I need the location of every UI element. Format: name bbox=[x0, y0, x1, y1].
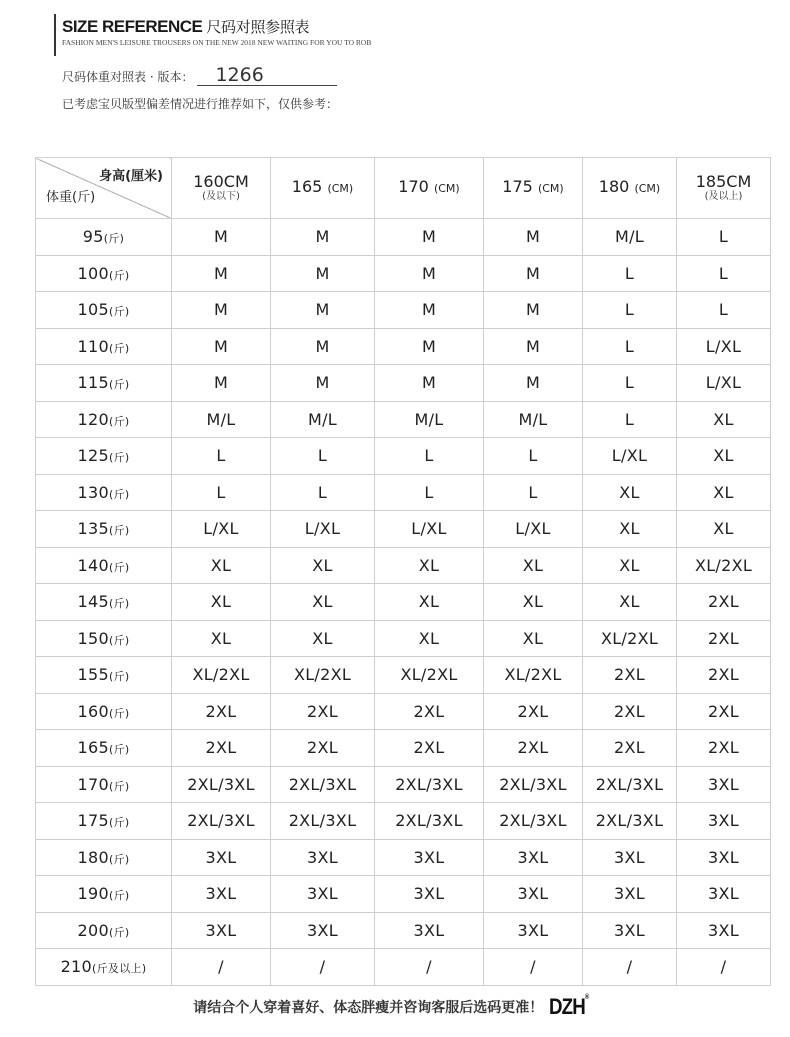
table-row bbox=[36, 839, 771, 876]
weight-value: 105 bbox=[77, 300, 109, 320]
size-cell: 2XL bbox=[677, 657, 771, 694]
weight-value: 210 bbox=[60, 957, 93, 977]
weight-unit: (斤) bbox=[108, 670, 130, 684]
size-cell: 3XL bbox=[375, 912, 484, 949]
size-cell: XL bbox=[677, 474, 771, 511]
size-cell: 2XL/3XL bbox=[271, 766, 375, 803]
weight-value: 100 bbox=[77, 263, 109, 283]
title-chinese: 尺码对照参照表 bbox=[206, 18, 310, 36]
size-cell: / bbox=[375, 949, 484, 986]
size-cell: L bbox=[583, 365, 677, 402]
size-cell: 2XL bbox=[484, 693, 583, 730]
weight-cell bbox=[36, 620, 172, 657]
weight-unit: (斤) bbox=[108, 268, 130, 282]
table-row bbox=[36, 803, 771, 840]
height-column-header bbox=[271, 158, 375, 219]
weight-cell bbox=[36, 584, 172, 621]
size-cell: XL/2XL bbox=[677, 547, 771, 584]
weight-unit: (斤) bbox=[108, 487, 130, 501]
height-value: 175 bbox=[502, 177, 533, 196]
size-cell: M bbox=[172, 255, 271, 292]
footer-advice: 请结合个人穿着喜好、体态胖瘦并咨询客服后选码更准！ bbox=[193, 1000, 544, 1016]
page-title bbox=[62, 16, 309, 37]
weight-cell bbox=[36, 657, 172, 694]
size-cell: 3XL bbox=[271, 839, 375, 876]
height-value: 185CM bbox=[695, 172, 752, 191]
weight-cell bbox=[36, 730, 172, 767]
weight-value: 165 bbox=[77, 738, 109, 758]
size-cell: M bbox=[271, 328, 375, 365]
table-row bbox=[36, 949, 771, 986]
height-range-note: (及以上) bbox=[704, 191, 743, 202]
size-cell: 2XL/3XL bbox=[583, 766, 677, 803]
weight-unit: (斤) bbox=[108, 560, 130, 574]
table-row bbox=[36, 401, 771, 438]
size-cell: M bbox=[484, 365, 583, 402]
size-cell: M/L bbox=[271, 401, 375, 438]
weight-value: 95 bbox=[82, 227, 104, 247]
table-row bbox=[36, 511, 771, 548]
size-cell: XL bbox=[677, 511, 771, 548]
size-cell: XL/2XL bbox=[583, 620, 677, 657]
table-row bbox=[36, 912, 771, 949]
size-cell: L bbox=[583, 255, 677, 292]
size-cell: L bbox=[375, 438, 484, 475]
size-cell: XL bbox=[271, 584, 375, 621]
height-unit: (CM) bbox=[537, 182, 564, 195]
weight-unit: (斤) bbox=[108, 451, 130, 465]
weight-value: 180 bbox=[77, 847, 109, 867]
weight-value: 130 bbox=[77, 482, 109, 502]
size-cell: M bbox=[484, 255, 583, 292]
table-row bbox=[36, 584, 771, 621]
size-cell: L bbox=[375, 474, 484, 511]
weight-unit: (斤) bbox=[108, 816, 130, 830]
height-column-header bbox=[677, 158, 771, 219]
height-value: 165 bbox=[291, 177, 323, 196]
size-cell: M bbox=[375, 219, 484, 256]
height-unit: (CM) bbox=[433, 182, 460, 195]
size-cell: 2XL bbox=[583, 730, 677, 767]
size-cell: 3XL bbox=[583, 876, 677, 913]
weight-value: 135 bbox=[77, 519, 109, 539]
size-cell: M bbox=[271, 255, 375, 292]
size-cell: 2XL/3XL bbox=[484, 803, 583, 840]
height-unit: (CM) bbox=[327, 182, 354, 195]
corner-header-cell bbox=[36, 158, 172, 219]
weight-unit: (斤) bbox=[108, 925, 130, 939]
size-cell: 3XL bbox=[677, 839, 771, 876]
size-cell: L/XL bbox=[271, 511, 375, 548]
size-cell: XL bbox=[583, 547, 677, 584]
registered-mark: ® bbox=[585, 994, 590, 1001]
size-cell: XL bbox=[375, 584, 484, 621]
size-cell: L bbox=[172, 438, 271, 475]
size-cell: 3XL bbox=[375, 839, 484, 876]
weight-unit: (斤) bbox=[108, 341, 130, 355]
size-cell: 2XL bbox=[677, 620, 771, 657]
size-cell: 2XL bbox=[375, 693, 484, 730]
title-english: SIZE REFERENCE bbox=[62, 17, 203, 36]
table-header-row bbox=[36, 158, 771, 219]
height-unit: (CM) bbox=[634, 182, 661, 195]
size-cell: XL bbox=[583, 511, 677, 548]
table-row bbox=[36, 620, 771, 657]
size-cell: 3XL bbox=[271, 876, 375, 913]
weight-unit: (斤) bbox=[108, 378, 130, 392]
weight-value: 190 bbox=[77, 884, 109, 904]
weight-unit: (斤) bbox=[108, 852, 130, 866]
weight-unit: (斤) bbox=[108, 414, 130, 428]
height-value: 170 bbox=[398, 177, 429, 196]
weight-cell bbox=[36, 401, 172, 438]
size-cell: L bbox=[271, 438, 375, 475]
table-row bbox=[36, 255, 771, 292]
weight-cell bbox=[36, 365, 172, 402]
weight-cell bbox=[36, 255, 172, 292]
height-value: 160CM bbox=[193, 172, 249, 191]
height-value: 180 bbox=[598, 177, 630, 196]
table-row bbox=[36, 693, 771, 730]
height-column-header bbox=[172, 158, 271, 219]
weight-value: 125 bbox=[77, 446, 109, 466]
size-cell: M bbox=[484, 328, 583, 365]
size-cell: 3XL bbox=[677, 912, 771, 949]
size-cell: XL bbox=[375, 620, 484, 657]
table-row bbox=[36, 219, 771, 256]
size-cell: M bbox=[484, 219, 583, 256]
size-cell: 2XL/3XL bbox=[375, 803, 484, 840]
size-cell: M bbox=[375, 328, 484, 365]
size-cell: M bbox=[484, 292, 583, 329]
size-cell: M bbox=[375, 292, 484, 329]
size-cell: 2XL bbox=[677, 693, 771, 730]
size-cell: L bbox=[484, 474, 583, 511]
size-cell: 3XL bbox=[583, 839, 677, 876]
weight-unit: (斤) bbox=[108, 305, 130, 319]
page-subtitle: FASHION MEN'S LEISURE TROUSERS ON THE NEW 2018 NEW WAITING FOR YOU TO ROB bbox=[62, 38, 372, 47]
size-cell: XL bbox=[677, 401, 771, 438]
size-cell: L bbox=[583, 328, 677, 365]
size-cell: L bbox=[583, 401, 677, 438]
size-cell: / bbox=[271, 949, 375, 986]
size-cell: L bbox=[583, 292, 677, 329]
size-cell: M/L bbox=[484, 401, 583, 438]
size-cell: 3XL bbox=[375, 876, 484, 913]
size-cell: L bbox=[271, 474, 375, 511]
version-label: 尺码体重对照表 · 版本： bbox=[62, 70, 194, 84]
size-cell: M/L bbox=[172, 401, 271, 438]
weight-cell bbox=[36, 949, 172, 986]
weight-unit: (斤) bbox=[108, 889, 130, 903]
table-row bbox=[36, 474, 771, 511]
size-cell: 2XL bbox=[677, 730, 771, 767]
size-cell: / bbox=[484, 949, 583, 986]
size-cell: XL bbox=[172, 584, 271, 621]
size-cell: 3XL bbox=[172, 912, 271, 949]
size-cell: M bbox=[271, 365, 375, 402]
weight-value: 200 bbox=[77, 920, 109, 940]
brand-logo-text: DZH bbox=[549, 994, 586, 1019]
recommendation-note: 已考虑宝贝版型偏差情况进行推荐如下，仅供参考： bbox=[62, 97, 339, 111]
size-cell: 2XL/3XL bbox=[172, 803, 271, 840]
size-cell: 2XL/3XL bbox=[172, 766, 271, 803]
size-cell: 2XL bbox=[484, 730, 583, 767]
weight-cell bbox=[36, 292, 172, 329]
size-cell: / bbox=[172, 949, 271, 986]
weight-axis-label: 体重(斤) bbox=[46, 190, 96, 205]
weight-cell bbox=[36, 219, 172, 256]
weight-unit: (斤) bbox=[103, 232, 125, 246]
size-cell: L/XL bbox=[172, 511, 271, 548]
size-cell: XL bbox=[172, 547, 271, 584]
size-cell: L bbox=[677, 292, 771, 329]
header-accent-bar bbox=[54, 14, 56, 56]
weight-cell bbox=[36, 328, 172, 365]
size-cell: XL/2XL bbox=[484, 657, 583, 694]
size-cell: M bbox=[271, 219, 375, 256]
weight-cell bbox=[36, 803, 172, 840]
weight-value: 155 bbox=[77, 665, 109, 685]
version-value: 1266 bbox=[197, 66, 337, 86]
weight-cell bbox=[36, 693, 172, 730]
size-cell: 2XL bbox=[583, 657, 677, 694]
table-row bbox=[36, 730, 771, 767]
size-cell: XL bbox=[484, 584, 583, 621]
weight-cell bbox=[36, 547, 172, 584]
size-cell: 2XL bbox=[375, 730, 484, 767]
weight-unit: (斤) bbox=[108, 597, 130, 611]
weight-unit: (斤) bbox=[108, 633, 130, 647]
size-cell: 2XL/3XL bbox=[271, 803, 375, 840]
size-cell: XL bbox=[172, 620, 271, 657]
size-cell: M bbox=[375, 255, 484, 292]
size-cell: M/L bbox=[583, 219, 677, 256]
table-body bbox=[36, 219, 771, 986]
weight-value: 115 bbox=[77, 373, 109, 393]
height-column-header bbox=[484, 158, 583, 219]
size-cell: XL/2XL bbox=[375, 657, 484, 694]
size-cell: 3XL bbox=[271, 912, 375, 949]
size-cell: XL bbox=[677, 438, 771, 475]
size-cell: 2XL bbox=[172, 730, 271, 767]
size-cell: / bbox=[583, 949, 677, 986]
table-row bbox=[36, 328, 771, 365]
weight-cell bbox=[36, 438, 172, 475]
size-cell: L/XL bbox=[375, 511, 484, 548]
size-cell: XL bbox=[271, 547, 375, 584]
height-column-header bbox=[583, 158, 677, 219]
size-cell: M/L bbox=[375, 401, 484, 438]
weight-value: 120 bbox=[77, 409, 109, 429]
size-cell: XL bbox=[583, 584, 677, 621]
size-cell: 3XL bbox=[677, 766, 771, 803]
size-cell: L/XL bbox=[583, 438, 677, 475]
size-cell: 3XL bbox=[484, 876, 583, 913]
weight-cell bbox=[36, 511, 172, 548]
size-cell: 2XL bbox=[172, 693, 271, 730]
size-cell: M bbox=[375, 365, 484, 402]
weight-value: 140 bbox=[77, 555, 109, 575]
size-cell: XL/2XL bbox=[172, 657, 271, 694]
size-cell: XL/2XL bbox=[271, 657, 375, 694]
size-cell: 2XL bbox=[583, 693, 677, 730]
weight-unit: (斤) bbox=[108, 524, 130, 538]
weight-unit: (斤) bbox=[108, 706, 130, 720]
table-row bbox=[36, 438, 771, 475]
table-row bbox=[36, 292, 771, 329]
size-cell: L/XL bbox=[484, 511, 583, 548]
size-cell: 3XL bbox=[484, 912, 583, 949]
table-row bbox=[36, 876, 771, 913]
size-cell: M bbox=[172, 365, 271, 402]
weight-cell bbox=[36, 766, 172, 803]
size-cell: 3XL bbox=[172, 876, 271, 913]
weight-value: 150 bbox=[77, 628, 109, 648]
weight-value: 110 bbox=[77, 336, 109, 356]
size-cell: XL bbox=[583, 474, 677, 511]
size-cell: 2XL/3XL bbox=[375, 766, 484, 803]
size-cell: XL bbox=[484, 547, 583, 584]
weight-value: 145 bbox=[77, 592, 109, 612]
weight-unit: (斤及以上) bbox=[92, 962, 147, 976]
size-cell: 2XL/3XL bbox=[583, 803, 677, 840]
weight-unit: (斤) bbox=[108, 743, 130, 757]
size-cell: 2XL bbox=[677, 584, 771, 621]
size-cell: 2XL bbox=[271, 730, 375, 767]
version-line bbox=[62, 66, 337, 86]
weight-value: 175 bbox=[77, 811, 109, 831]
size-cell: M bbox=[172, 328, 271, 365]
height-axis-label: 身高(厘米) bbox=[99, 169, 163, 184]
weight-cell bbox=[36, 474, 172, 511]
weight-value: 170 bbox=[77, 774, 109, 794]
size-cell: L bbox=[172, 474, 271, 511]
size-cell: 3XL bbox=[484, 839, 583, 876]
size-cell: XL bbox=[484, 620, 583, 657]
footer bbox=[0, 994, 790, 1020]
weight-cell bbox=[36, 912, 172, 949]
size-cell: 3XL bbox=[677, 876, 771, 913]
table-row bbox=[36, 547, 771, 584]
table-row bbox=[36, 365, 771, 402]
size-cell: XL bbox=[271, 620, 375, 657]
height-range-note: (及以下) bbox=[202, 191, 240, 202]
size-cell: L bbox=[677, 255, 771, 292]
weight-cell bbox=[36, 839, 172, 876]
height-column-header bbox=[375, 158, 484, 219]
size-cell: 2XL/3XL bbox=[484, 766, 583, 803]
size-cell: 3XL bbox=[677, 803, 771, 840]
size-cell: 2XL bbox=[271, 693, 375, 730]
size-cell: XL bbox=[375, 547, 484, 584]
weight-value: 160 bbox=[77, 701, 109, 721]
size-cell: L/XL bbox=[677, 328, 771, 365]
brand-logo bbox=[549, 994, 589, 1020]
size-cell: M bbox=[172, 292, 271, 329]
weight-unit: (斤) bbox=[108, 779, 130, 793]
table-row bbox=[36, 766, 771, 803]
size-cell: / bbox=[677, 949, 771, 986]
size-chart-table bbox=[35, 157, 771, 986]
size-cell: 3XL bbox=[172, 839, 271, 876]
size-cell: 3XL bbox=[583, 912, 677, 949]
size-cell: L/XL bbox=[677, 365, 771, 402]
size-cell: M bbox=[271, 292, 375, 329]
weight-cell bbox=[36, 876, 172, 913]
size-cell: L bbox=[484, 438, 583, 475]
table-row bbox=[36, 657, 771, 694]
size-cell: L bbox=[677, 219, 771, 256]
size-cell: M bbox=[172, 219, 271, 256]
